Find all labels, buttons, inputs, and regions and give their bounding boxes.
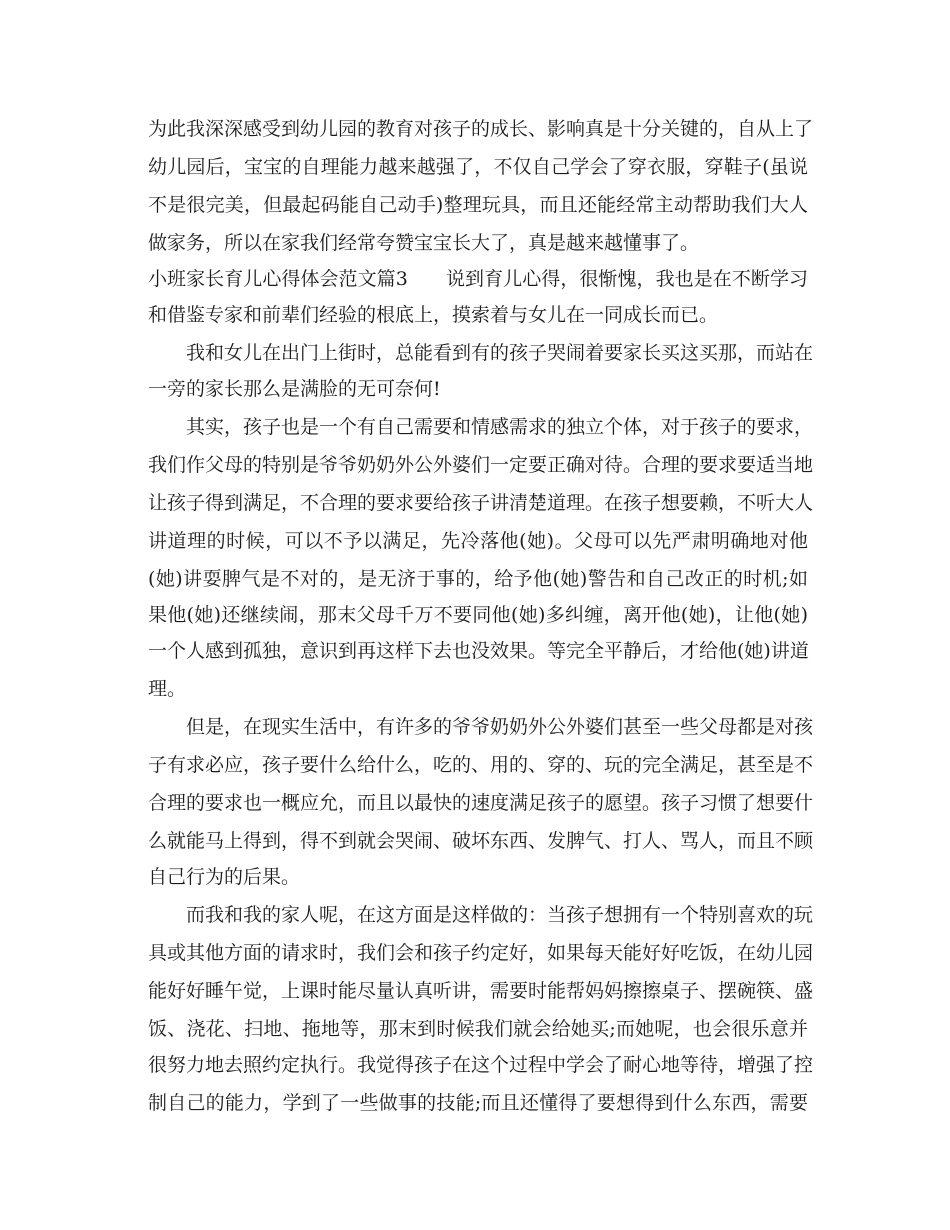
text-line-27: 制自己的能力，学到了一些做事的技能;而且还懂得了要想得到什么东西，需要 xyxy=(148,1092,808,1114)
text-line-8: 一旁的家长那么是满脸的无可奈何! xyxy=(148,378,441,400)
text-line-7: 我和女儿在出门上街时，总能看到有的孩子哭闹着要家长买这买那，而站在 xyxy=(148,342,814,364)
text-line-16: 理。 xyxy=(148,678,187,700)
text-line-23: 具或其他方面的请求时，我们会和孩子约定好，如果每天能好好吃饭，在幼儿园 xyxy=(148,942,814,964)
text-line-25: 饭、浇花、扫地、拖地等，那末到时候我们就会给她买;而她呢，也会很乐意并 xyxy=(148,1018,808,1040)
text-line-15: 一个人感到孤独，意识到再这样下去也没效果。等完全平静后，才给他(她)讲道 xyxy=(148,640,809,662)
text-line-17: 但是，在现实生活中，有许多的爷爷奶奶外公外婆们甚至一些父母都是对孩 xyxy=(148,716,814,738)
text-line-19: 合理的要求也一概应允，而且以最快的速度满足孩子的愿望。孩子习惯了想要什 xyxy=(148,792,814,814)
text-line-18: 子有求必应，孩子要什么给什么，吃的、用的、穿的、玩的完全满足，甚至是不 xyxy=(148,754,814,776)
text-line-22: 而我和我的家人呢，在这方面是这样做的：当孩子想拥有一个特别喜欢的玩 xyxy=(148,904,814,926)
text-line-3: 不是很完美，但最起码能自己动手)整理玩具，而且还能经常主动帮助我们大人 xyxy=(148,194,808,216)
text-line-11: 让孩子得到满足，不合理的要求要给孩子讲清楚道理。在孩子想要赖，不听大人 xyxy=(148,492,814,514)
text-line-9: 其实，孩子也是一个有自己需要和情感需求的独立个体，对于孩子的要求， xyxy=(148,416,814,438)
text-line-13: (她)讲耍脾气是不对的，是无济于事的，给予他(她)警告和自己改正的时机;如 xyxy=(148,568,808,590)
text-line-6: 和借鉴专家和前辈们经验的根底上，摸索着与女儿在一同成长而已。 xyxy=(148,304,719,326)
text-line-24: 能好好睡午觉，上课时能尽量认真听讲，需要时能帮妈妈擦擦桌子、摆碗筷、盛 xyxy=(148,980,814,1002)
text-line-2: 幼儿园后，宝宝的自理能力越来越强了，不仅自己学会了穿衣服，穿鞋子(虽说 xyxy=(148,156,808,178)
text-line-26: 很努力地去照约定执行。我觉得孩子在这个过程中学会了耐心地等待，增强了控 xyxy=(148,1054,814,1076)
section-heading-line: 小班家长育儿心得体会范文篇3 说到育儿心得，很惭愧，我也是在不断学习 xyxy=(148,268,808,290)
text-line-20: 么就能马上得到，得不到就会哭闹、破坏东西、发脾气、打人、骂人，而且不顾 xyxy=(148,830,814,852)
text-line-1: 为此我深深感受到幼儿园的教育对孩子的成长、影响真是十分关键的，自从上了 xyxy=(148,118,814,140)
text-line-4: 做家务，所以在家我们经常夸赞宝宝长大了，真是越来越懂事了。 xyxy=(148,232,700,254)
text-line-14: 果他(她)还继续闹，那末父母千万不要同他(她)多纠缠，离开他(她)，让他(她) xyxy=(148,604,808,626)
text-line-21: 自己行为的后果。 xyxy=(148,866,301,888)
text-line-10: 我们作父母的特别是爷爷奶奶外公外婆们一定要正确对待。合理的要求要适当地 xyxy=(148,454,814,476)
text-line-12: 讲道理的时候，可以不予以满足，先冷落他(她)。父母可以先严肃明确地对他 xyxy=(148,530,808,552)
